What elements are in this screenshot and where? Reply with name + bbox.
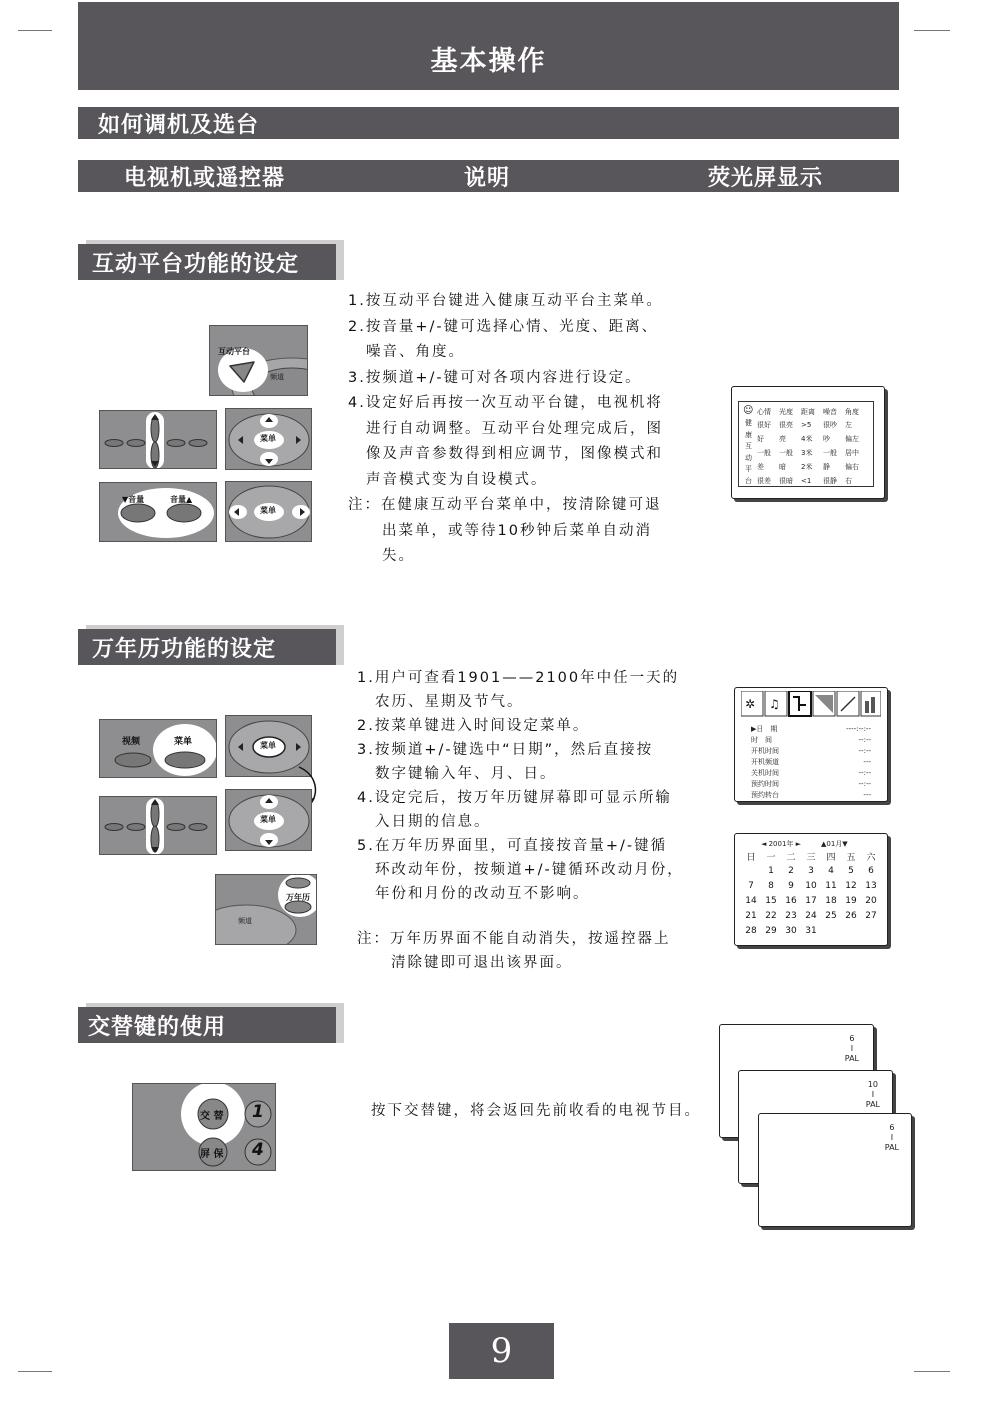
remote-menu-panel: [99, 719, 217, 778]
volume-up-label: 音量▲: [170, 495, 193, 504]
column-header-screen: 荧光屏显示: [708, 165, 824, 191]
swap-text: 按下交替键，将会返回先前收看的电视节目。: [371, 1103, 701, 1119]
menu-icon-bar: [741, 691, 881, 717]
crop-mark: [18, 1371, 52, 1372]
remote-calendar-panel: [215, 874, 317, 945]
screen-channel-10: 10 I PAL: [738, 1070, 893, 1184]
interactive-platform-button[interactable]: [224, 354, 258, 384]
calendar-year: ◄ 2001年 ►: [761, 840, 802, 848]
menu-key-label: 菜单: [260, 506, 276, 515]
calendar-button[interactable]: [284, 899, 312, 915]
volume-down-button[interactable]: [121, 504, 155, 522]
calendar-grid: 日 一 二 三 四 五 六 1 2 3 4 5 6 7 8 9 10 11 12 13 14 15 16 17 18 19 20 21 22 23 24 25 26 27 28 29 30 31: [745, 852, 877, 936]
front-panel-channel-2: [99, 796, 217, 855]
front-panel-channel: [99, 410, 217, 469]
calendar-steps: 1.用户可查看1901——2100年中任一天的 农历、星期及节气。 2.按菜单键进入时间设定菜单。 3.按频道+/-键选中“日期”，然后直接按 数字键输入年、月、日。 4.设定完后，按万年历键屏幕即可显示所输 入日期的信息。 5.在万年历界面里，可直接按音量+/-键循 环改动年份，按频道+/-键循环改动月份， 年份和月份的改动互不影响。: [357, 670, 684, 902]
face-icon: ☺: [743, 405, 754, 416]
swap-button[interactable]: [198, 1099, 228, 1129]
screensaver-button-label: 屏 保: [200, 1149, 224, 1160]
column-header-description: 说明: [464, 165, 511, 191]
remote-swap-panel: [132, 1083, 276, 1171]
screen-interactive-menu: [731, 386, 885, 499]
nav-pad-channel: [225, 408, 312, 470]
menu-table: 心情 光度 距离 噪音 角度 很好 很亮 >5 很吵 左 好 亮 4米 吵 偏左 一般 一般 3米 一般 居中 差 暗 2米 静 偏右 很差 很暗 <1 很静 右: [757, 407, 859, 485]
screen-time-menu: [734, 687, 888, 802]
menu-button[interactable]: [165, 752, 205, 768]
remote-interactive-panel: [209, 325, 308, 396]
video-button-label: 视频: [122, 737, 141, 747]
number-key-1[interactable]: 1: [252, 1102, 264, 1122]
page-number: 9: [449, 1323, 554, 1379]
menu-key-label: 菜单: [260, 434, 276, 443]
front-panel-volume: [99, 482, 217, 542]
screen-channel-6-a: 6 I PAL: [719, 1024, 874, 1138]
volume-down-label: ▼音量: [122, 495, 145, 504]
section-title: 如何调机及选台: [78, 107, 899, 139]
screen-calendar: [734, 833, 888, 946]
screen-channel-6-b: 6 I PAL: [758, 1113, 912, 1227]
interactive-steps: 1.按互动平台键进入健康互动平台主菜单。 2.按音量+/-键可选择心情、光度、距离、 噪音、角度。 3.按频道+/-键可对各项内容进行设定。 4.设定好后再按一次互动平台键，电视机将 进行自动调整。互动平台处理完成后，图 像及声音参数得到相应调节，图像模式和 声音模式变为自设模式。 注：在健康互动平台菜单中，按清除键可退 出菜单，或等待10秒钟后菜单自动消 失。: [348, 293, 663, 564]
subsection-title-interactive: 互动平台功能的设定: [78, 240, 344, 280]
column-header-bar: [78, 160, 899, 192]
page-title: 基本操作: [78, 2, 899, 90]
subsection-title-swap: 交替键的使用: [78, 1003, 344, 1043]
channel-label: 频道: [238, 917, 252, 925]
column-header-device: 电视机或遥控器: [124, 165, 286, 191]
svg-text:♫: ♫: [769, 697, 780, 711]
calendar-button-label: 万年历: [286, 893, 310, 902]
volume-up-button[interactable]: [167, 504, 201, 522]
calendar-month: ▲01月▼: [821, 840, 848, 848]
svg-text:✲: ✲: [745, 697, 756, 711]
crop-mark: [18, 30, 52, 31]
menu-key-label: 菜单: [260, 815, 276, 824]
crop-mark: [914, 1371, 950, 1372]
time-menu-list: ▶日 期 ----:--:-- 时 间 --:-- 开机时间 --:-- 开机频道 --- 关机时间 --:-- 预约时间 --:-- 预约转台 ---: [751, 725, 871, 799]
crop-mark: [914, 30, 950, 31]
number-key-4[interactable]: 4: [252, 1140, 264, 1160]
nav-pad-volume: [225, 481, 312, 542]
nav-pad-channel-2: [225, 789, 312, 851]
interactive-button-label: 互动平台: [218, 347, 250, 356]
menu-side-label: 健 康 互 动 平 台: [745, 419, 752, 485]
menu-key-label: 菜单: [260, 741, 276, 750]
channel-label: 频道: [270, 373, 284, 381]
subsection-title-calendar: 万年历功能的设定: [78, 625, 344, 665]
swap-button-label: 交 替: [200, 1111, 224, 1122]
menu-button-label: 菜单: [174, 737, 193, 747]
calendar-note: 注：万年历界面不能自动消失，按遥控器上 清除键即可退出该界面。: [357, 931, 671, 971]
